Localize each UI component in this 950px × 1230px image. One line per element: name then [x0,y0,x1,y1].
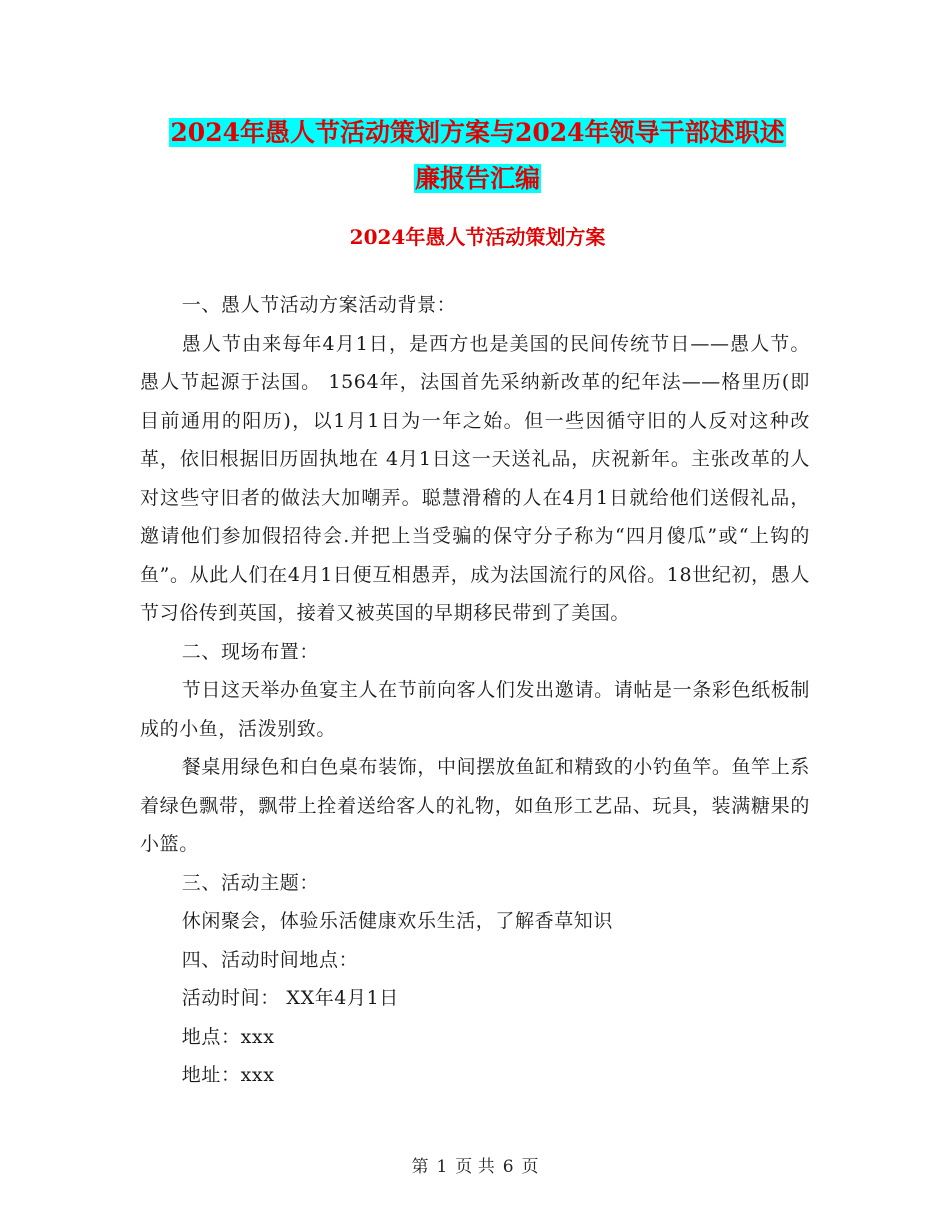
paragraph-time: 活动时间： XX年4月1日 [181,987,399,1009]
page-footer [0,1152,950,1177]
heading-venue-setup: 二、现场布置： [181,640,319,663]
footer-prefix: 第 [411,1157,429,1177]
heading-time-place: 四、活动时间地点： [181,948,359,971]
footer-current-page: 1 [436,1157,448,1177]
paragraph-origin: 愚人节由来每年4月1日，是西方也是美国的民间传统节日——愚人节。愚人节起源于法国。 1564年，法国首先采纳新改革的纪年法——格里历(即目前通用的阳历)，以1月1日为一年之始。但一些因循守旧的人反对这种改革，依旧根据旧历固执地在 4月1日这一天送礼品，庆祝新年。主张改革的人对这些守旧者的做法大加嘲弄。聪慧滑稽的人在4月1日就给他们送假礼品，邀请他们参加假招待会.并把上当受骗的保守分子称为“四月傻瓜”或“上钩的鱼”。从此人们在4月1日便互相愚弄，成为法国流行的风俗。18世纪初，愚人节习俗传到英国，接着又被英国的早期移民带到了美国。 [140,332,810,624]
section-title: 2024年愚人节活动策划方案 [349,225,606,249]
document-title-line-2: 廉报告汇编 [414,164,540,193]
footer-suffix: 页 [521,1157,539,1177]
document-body [140,286,810,1095]
paragraph-table-decoration: 餐桌用绿色和白色桌布装饰，中间摆放鱼缸和精致的小钓鱼竿。鱼竿上系着绿色飘带，飘带上拴着送给客人的礼物，如鱼形工艺品、玩具，装满糖果的小篮。 [140,756,810,855]
footer-total-pages: 6 [502,1157,514,1177]
document-title-line-1: 2024年愚人节活动策划方案与2024年领导干部述职述 [170,118,785,147]
paragraph-theme: 休闲聚会，体验乐活健康欢乐生活，了解香草知识 [181,910,613,932]
paragraph-invitation: 节日这天举办鱼宴主人在节前向客人们发出邀请。请帖是一条彩色纸板制成的小鱼，活泼别致。 [140,679,810,740]
paragraph-place: 地点：xxx [181,1025,275,1048]
footer-mid: 页 共 [455,1157,495,1177]
heading-background: 一、愚人节活动方案活动背景： [181,294,457,316]
paragraph-address: 地址：xxx [181,1064,275,1086]
document-title [140,110,815,202]
heading-theme: 三、活动主题： [181,871,319,894]
